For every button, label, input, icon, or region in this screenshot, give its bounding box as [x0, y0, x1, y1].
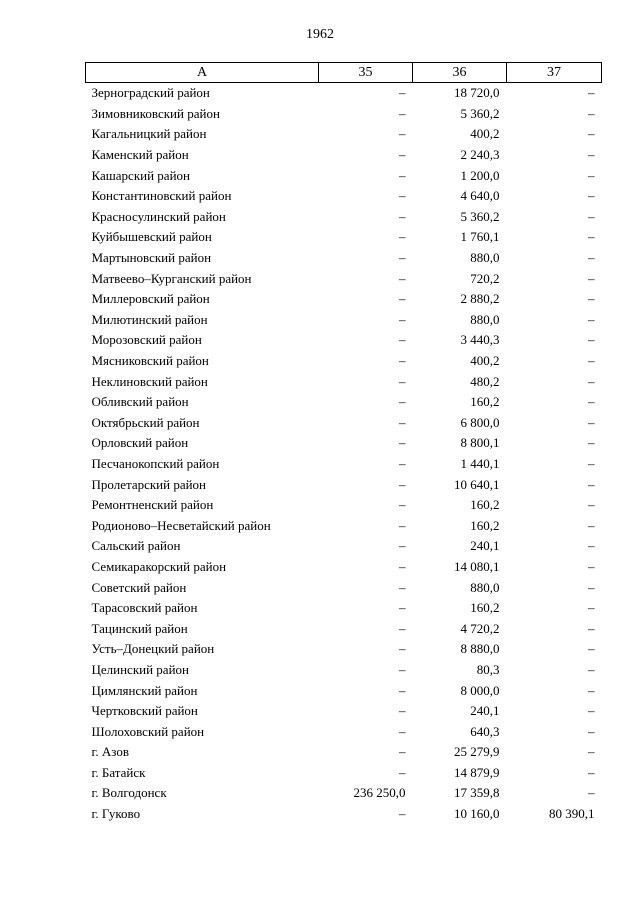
value-cell-37: – — [588, 661, 595, 677]
table-row — [86, 783, 602, 804]
region-name-cell: Чертковский район — [91, 703, 198, 719]
region-name-cell: Тарасовский район — [91, 600, 198, 616]
value-cell-36: 8 800,1 — [460, 435, 500, 451]
table-row — [86, 598, 602, 619]
value-cell-35: – — [399, 188, 406, 204]
value-cell-36: 4 720,2 — [460, 620, 500, 636]
region-name-cell: Пролетарский район — [91, 476, 207, 492]
region-name-cell: Зимовниковский район — [91, 105, 220, 121]
region-name-cell: Мартыновский район — [91, 250, 212, 266]
value-cell-36: 880,0 — [470, 250, 500, 266]
region-name-cell: Усть–Донецкий район — [91, 641, 215, 657]
table-body — [86, 83, 602, 825]
value-cell-35: – — [399, 744, 406, 760]
region-name-cell: Кагальницкий район — [91, 126, 207, 142]
value-cell-36: 17 359,8 — [454, 785, 500, 801]
value-cell-36: 160,2 — [470, 497, 500, 513]
region-name-cell: Кашарский район — [91, 167, 190, 183]
value-cell-37: – — [588, 682, 595, 698]
value-cell-36: 14 080,1 — [454, 558, 500, 574]
table-row — [86, 660, 602, 681]
column-header-36: 36 — [413, 63, 507, 83]
value-cell-36: 1 200,0 — [460, 167, 500, 183]
region-name-cell: Ремонтненский район — [91, 497, 214, 513]
region-name-cell: Сальский район — [91, 538, 181, 554]
data-table — [85, 62, 602, 824]
value-cell-37: – — [588, 270, 595, 286]
value-cell-37: – — [588, 641, 595, 657]
region-name-cell: Тацинский район — [91, 620, 188, 636]
value-cell-36: 160,2 — [470, 394, 500, 410]
table-row — [86, 618, 602, 639]
value-cell-37: – — [588, 167, 595, 183]
column-header-35: 35 — [319, 63, 413, 83]
value-cell-36: 400,2 — [470, 353, 500, 369]
region-name-cell: Миллеровский район — [91, 291, 210, 307]
table-row — [86, 330, 602, 351]
value-cell-36: 880,0 — [470, 579, 500, 595]
value-cell-35: – — [399, 538, 406, 554]
value-cell-36: 160,2 — [470, 600, 500, 616]
region-name-cell: Милютинский район — [91, 311, 208, 327]
table-row — [86, 557, 602, 578]
table-row — [86, 639, 602, 660]
value-cell-37: – — [588, 620, 595, 636]
value-cell-37: – — [588, 85, 595, 101]
value-cell-36: 4 640,0 — [460, 188, 500, 204]
region-name-cell: Шолоховский район — [91, 723, 205, 739]
value-cell-35: – — [399, 579, 406, 595]
table-row — [86, 83, 602, 104]
table-header-row — [86, 63, 602, 83]
table-row — [86, 454, 602, 475]
value-cell-35: – — [399, 229, 406, 245]
value-cell-35: – — [399, 455, 406, 471]
value-cell-36: 3 440,3 — [460, 332, 500, 348]
value-cell-35: – — [399, 311, 406, 327]
table-row — [86, 763, 602, 784]
table-row — [86, 392, 602, 413]
value-cell-36: 8 000,0 — [460, 682, 500, 698]
value-cell-35: – — [399, 147, 406, 163]
value-cell-35: – — [399, 703, 406, 719]
value-cell-36: 640,3 — [470, 723, 500, 739]
region-name-cell: Константиновский район — [91, 188, 232, 204]
region-name-cell: Родионово–Несветайский район — [91, 517, 271, 533]
table-row — [86, 289, 602, 310]
value-cell-37: – — [588, 476, 595, 492]
region-name-cell: Целинский район — [91, 661, 189, 677]
value-cell-36: 1 760,1 — [460, 229, 500, 245]
region-name-cell: Цимлянский район — [91, 682, 198, 698]
value-cell-37: – — [588, 229, 595, 245]
value-cell-36: 160,2 — [470, 517, 500, 533]
value-cell-35: – — [399, 353, 406, 369]
region-name-cell: Обливский район — [91, 394, 189, 410]
value-cell-35: – — [399, 85, 406, 101]
value-cell-36: 720,2 — [470, 270, 500, 286]
value-cell-35: – — [399, 558, 406, 574]
value-cell-37: – — [588, 373, 595, 389]
value-cell-37: – — [588, 250, 595, 266]
table-row — [86, 310, 602, 331]
value-cell-35: – — [399, 167, 406, 183]
value-cell-37: – — [588, 435, 595, 451]
value-cell-35: – — [399, 641, 406, 657]
value-cell-37: – — [588, 291, 595, 307]
value-cell-35: – — [399, 600, 406, 616]
value-cell-35: – — [399, 517, 406, 533]
value-cell-35: – — [399, 476, 406, 492]
region-name-cell: Мясниковский район — [91, 353, 209, 369]
table-row — [86, 474, 602, 495]
value-cell-37: – — [588, 188, 595, 204]
value-cell-37: – — [588, 311, 595, 327]
value-cell-36: 480,2 — [470, 373, 500, 389]
value-cell-37: – — [588, 703, 595, 719]
value-cell-37: – — [588, 332, 595, 348]
table-row — [86, 371, 602, 392]
value-cell-37: – — [588, 394, 595, 410]
value-cell-35: – — [399, 661, 406, 677]
table-row — [86, 680, 602, 701]
table-row — [86, 104, 602, 125]
region-name-cell: г. Азов — [91, 744, 129, 760]
region-name-cell: Семикаракорский район — [91, 558, 227, 574]
value-cell-37: – — [588, 497, 595, 513]
value-cell-36: 10 160,0 — [454, 806, 500, 822]
region-name-cell: Красносулинский район — [91, 208, 226, 224]
value-cell-35: – — [399, 105, 406, 121]
table-row — [86, 351, 602, 372]
value-cell-35: – — [399, 682, 406, 698]
value-cell-37: – — [588, 744, 595, 760]
value-cell-36: 240,1 — [470, 538, 500, 554]
value-cell-35: – — [399, 806, 406, 822]
value-cell-35: – — [399, 373, 406, 389]
table-row — [86, 804, 602, 825]
region-name-cell: Песчанокопский район — [91, 455, 220, 471]
column-header-37: 37 — [507, 63, 602, 83]
region-name-cell: Каменский район — [91, 147, 189, 163]
region-name-cell: Неклиновский район — [91, 373, 208, 389]
value-cell-35: – — [399, 764, 406, 780]
value-cell-37: – — [588, 126, 595, 142]
value-cell-35: 236 250,0 — [353, 785, 406, 801]
table-row — [86, 248, 602, 269]
value-cell-37: – — [588, 147, 595, 163]
value-cell-37: – — [588, 105, 595, 121]
table-row — [86, 186, 602, 207]
table-row — [86, 495, 602, 516]
value-cell-35: – — [399, 497, 406, 513]
value-cell-37: – — [588, 723, 595, 739]
value-cell-35: – — [399, 332, 406, 348]
table-row — [86, 433, 602, 454]
value-cell-36: 5 360,2 — [460, 105, 500, 121]
value-cell-36: 6 800,0 — [460, 414, 500, 430]
value-cell-36: 5 360,2 — [460, 208, 500, 224]
value-cell-37: – — [588, 538, 595, 554]
value-cell-36: 25 279,9 — [454, 744, 500, 760]
value-cell-36: 240,1 — [470, 703, 500, 719]
value-cell-35: – — [399, 414, 406, 430]
value-cell-37: 80 390,1 — [549, 806, 595, 822]
value-cell-36: 2 240,3 — [460, 147, 500, 163]
value-cell-37: – — [588, 600, 595, 616]
page-number: 1962 — [306, 27, 334, 42]
table-row — [86, 742, 602, 763]
table-row — [86, 413, 602, 434]
region-name-cell: Советский район — [91, 579, 187, 595]
table-row — [86, 145, 602, 166]
value-cell-37: – — [588, 353, 595, 369]
table-row — [86, 577, 602, 598]
region-name-cell: Матвеево–Курганский район — [91, 270, 252, 286]
value-cell-37: – — [588, 208, 595, 224]
table-row — [86, 721, 602, 742]
table-row — [86, 536, 602, 557]
region-name-cell: Морозовский район — [91, 332, 202, 348]
region-name-cell: Октябрьский район — [91, 414, 200, 430]
value-cell-35: – — [399, 620, 406, 636]
table-row — [86, 515, 602, 536]
value-cell-35: – — [399, 723, 406, 739]
table-row — [86, 124, 602, 145]
value-cell-37: – — [588, 579, 595, 595]
region-name-cell: Орловский район — [91, 435, 189, 451]
table-row — [86, 701, 602, 722]
value-cell-37: – — [588, 414, 595, 430]
region-name-cell: г. Батайск — [91, 764, 146, 780]
value-cell-35: – — [399, 394, 406, 410]
value-cell-37: – — [588, 764, 595, 780]
value-cell-36: 80,3 — [476, 661, 500, 677]
region-name-cell: г. Волгодонск — [91, 785, 167, 801]
value-cell-36: 880,0 — [470, 311, 500, 327]
table-row — [86, 268, 602, 289]
value-cell-37: – — [588, 785, 595, 801]
table-row — [86, 207, 602, 228]
value-cell-36: 14 879,9 — [454, 764, 500, 780]
value-cell-35: – — [399, 250, 406, 266]
value-cell-35: – — [399, 291, 406, 307]
region-name-cell: Зерноградский район — [91, 85, 210, 101]
value-cell-35: – — [399, 435, 406, 451]
value-cell-37: – — [588, 455, 595, 471]
region-name-cell: Куйбышевский район — [91, 229, 212, 245]
table-row — [86, 227, 602, 248]
value-cell-35: – — [399, 126, 406, 142]
column-header-a: A — [86, 63, 319, 83]
value-cell-37: – — [588, 517, 595, 533]
value-cell-35: – — [399, 208, 406, 224]
table-row — [86, 165, 602, 186]
value-cell-35: – — [399, 270, 406, 286]
value-cell-36: 8 880,0 — [460, 641, 500, 657]
value-cell-36: 18 720,0 — [454, 85, 500, 101]
value-cell-36: 10 640,1 — [454, 476, 500, 492]
value-cell-37: – — [588, 558, 595, 574]
region-name-cell: г. Гуково — [91, 806, 141, 822]
value-cell-36: 1 440,1 — [460, 455, 500, 471]
value-cell-36: 400,2 — [470, 126, 500, 142]
value-cell-36: 2 880,2 — [460, 291, 500, 307]
